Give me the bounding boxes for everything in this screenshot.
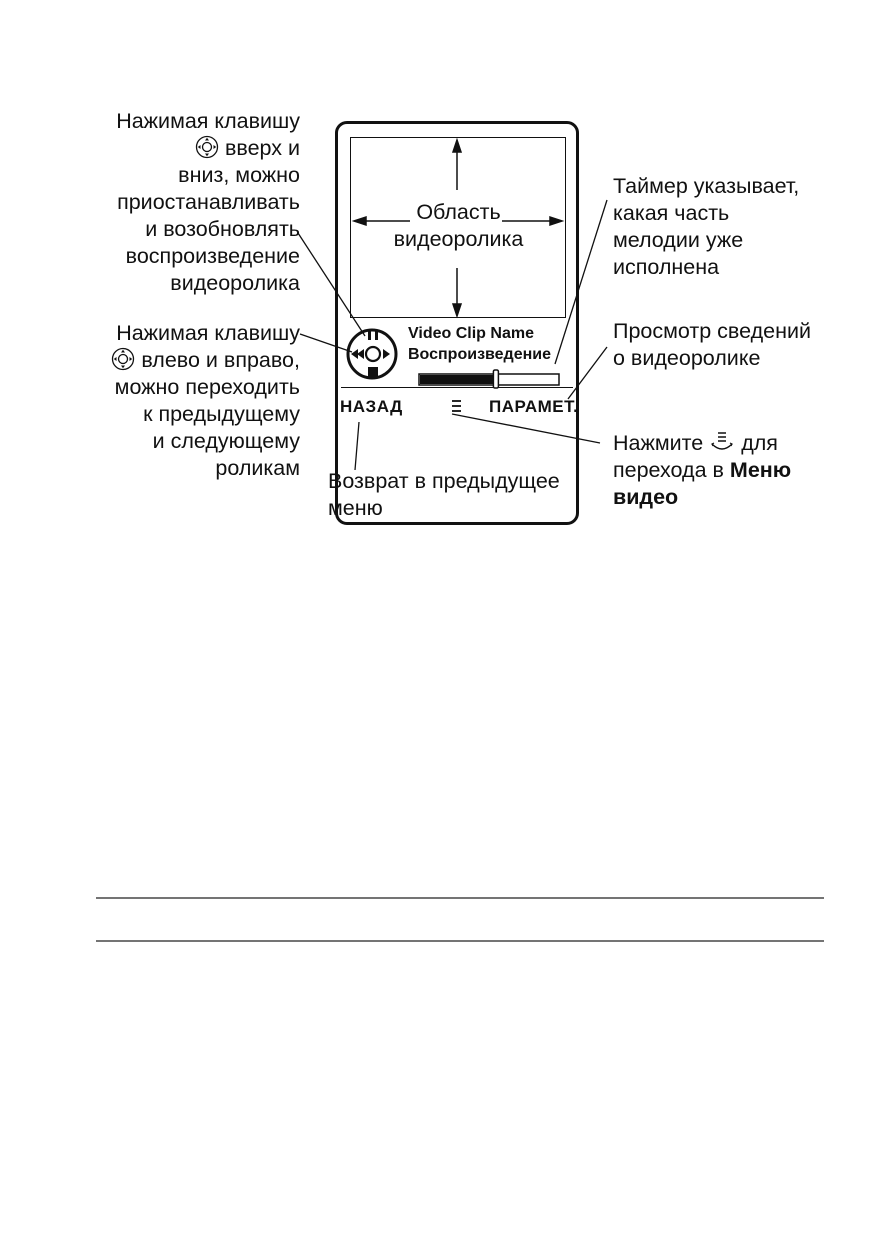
progress-fill bbox=[420, 375, 496, 384]
callout-leader-lines bbox=[298, 200, 607, 470]
progress-bar bbox=[419, 370, 559, 388]
video-area-label-1: Область bbox=[416, 200, 501, 224]
callout-pause-line-1: Нажимая клавишу bbox=[116, 109, 300, 133]
callout-pause-line-3: вниз, можно bbox=[178, 163, 300, 187]
callout-nav-line-1: Нажимая клавишу bbox=[116, 321, 300, 345]
progress-knob bbox=[493, 370, 498, 388]
callout-back-line-2: меню bbox=[328, 496, 383, 520]
player-control-icon bbox=[348, 330, 396, 378]
callout-pause-line-5: и возобновлять bbox=[145, 217, 300, 241]
callout-pause-line-6: воспроизведение bbox=[125, 244, 300, 268]
video-area-label-2: видеоролика bbox=[393, 227, 524, 251]
callout-nav-leftright-text: влево и вправо, bbox=[141, 348, 300, 372]
callout-nav-line-4: к предыдущему bbox=[143, 402, 300, 426]
video-area-arrows bbox=[354, 140, 562, 316]
callout-back-line-1: Возврат в предыдущее bbox=[328, 469, 560, 493]
playback-status: Воспроизведение bbox=[408, 346, 551, 363]
callout-details-line-2: о видеоролике bbox=[613, 346, 761, 370]
callout-timer-line-3: мелодии уже bbox=[613, 228, 744, 252]
callout-menu-name-1: Меню bbox=[729, 458, 792, 482]
callout-menu-for-text: для bbox=[741, 431, 778, 455]
clip-name: Video Clip Name bbox=[408, 325, 534, 342]
callout-nav-line-5: и следующему bbox=[152, 429, 300, 453]
callout-details-line-1: Просмотр сведений bbox=[613, 319, 811, 343]
callout-pause-line-7: видеоролика bbox=[170, 271, 300, 295]
callout-menu-name-2: видео bbox=[613, 485, 679, 509]
menu-softkey-icon bbox=[452, 401, 461, 411]
callout-timer-line-1: Таймер указывает, bbox=[613, 174, 800, 198]
callout-timer-line-2: какая часть bbox=[613, 201, 730, 225]
callout-nav-line-6: роликам bbox=[215, 456, 300, 480]
callout-nav-line-3: можно переходить bbox=[114, 375, 300, 399]
callout-menu-goto-text: перехода в bbox=[613, 458, 724, 482]
callout-pause-up-text: вверх и bbox=[224, 136, 300, 160]
callout-menu-press-text: Нажмите bbox=[613, 431, 704, 455]
softkey-options[interactable]: ПАРАМЕТ. bbox=[489, 397, 579, 416]
callout-pause-line-4: приостанавливать bbox=[117, 190, 300, 214]
softkey-back[interactable]: НАЗАД bbox=[340, 397, 403, 416]
callout-timer-line-4: исполнена bbox=[613, 255, 720, 279]
